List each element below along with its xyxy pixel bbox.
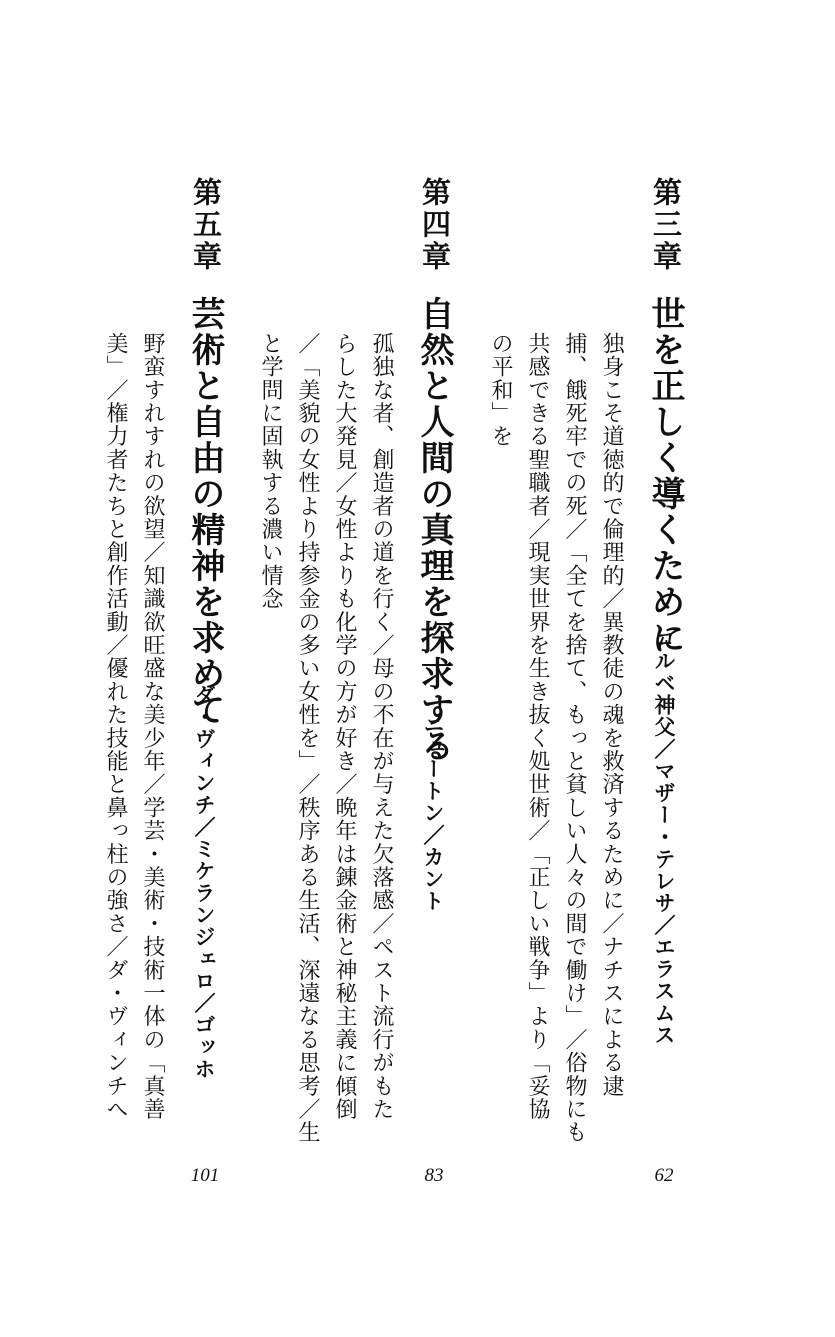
chapter-label: 第三章	[649, 177, 683, 273]
chapter-title: 芸術と自由の精神を求めて	[185, 296, 225, 728]
body-line: 共感できる聖職者／現実世界を生き抜く処世術／「正しい戦争」より「妥協	[525, 332, 550, 1121]
body-line: と学問に固執する濃い情念	[258, 332, 283, 611]
chapter-people: ダ・ヴィンチ／ミケランジェロ／ゴッホ	[192, 684, 216, 1080]
chapter-people: コルベ神父／マザー・テレサ／エラスムス	[652, 628, 676, 1046]
body-line: 孤独な者、創造者の道を行く／母の不在が与えた欠落感／ペスト流行がもた	[369, 332, 394, 1121]
page-number: 62	[654, 1165, 674, 1186]
body-line: 捕、餓死牢での死／「全てを捨て、もっと貧しい人々の間で働け」／俗物にも	[562, 332, 587, 1144]
chapter-label: 第四章	[418, 177, 452, 273]
page-number: 101	[190, 1165, 220, 1186]
chapter-label: 第五章	[189, 177, 223, 273]
chapter-title: 世を正しく導くために	[645, 296, 685, 656]
body-line: ／「美貌の女性より持参金の多い女性を」／秩序ある生活、深遠なる思考／生	[295, 332, 320, 1144]
chapter-people: ニュートン／カント	[421, 714, 445, 912]
page-number: 83	[424, 1165, 444, 1186]
body-line: らした大発見／女性よりも化学の方が好き／晩年は錬金術と神秘主義に傾倒	[332, 332, 357, 1121]
body-line: 美」／権力者たちと創作活動／優れた技能と鼻っ柱の強さ／ダ・ヴィンチへ	[103, 332, 128, 1121]
body-line: の平和」を	[488, 332, 513, 448]
body-line: 野蛮すれすれの欲望／知識欲旺盛な美少年／学芸・美術・技術一体の「真善	[140, 332, 165, 1121]
body-line: 独身こそ道徳的で倫理的／異教徒の魂を救済するために／ナチスによる逮	[599, 332, 624, 1098]
chapter-title: 自然と人間の真理を探求する	[414, 296, 454, 764]
